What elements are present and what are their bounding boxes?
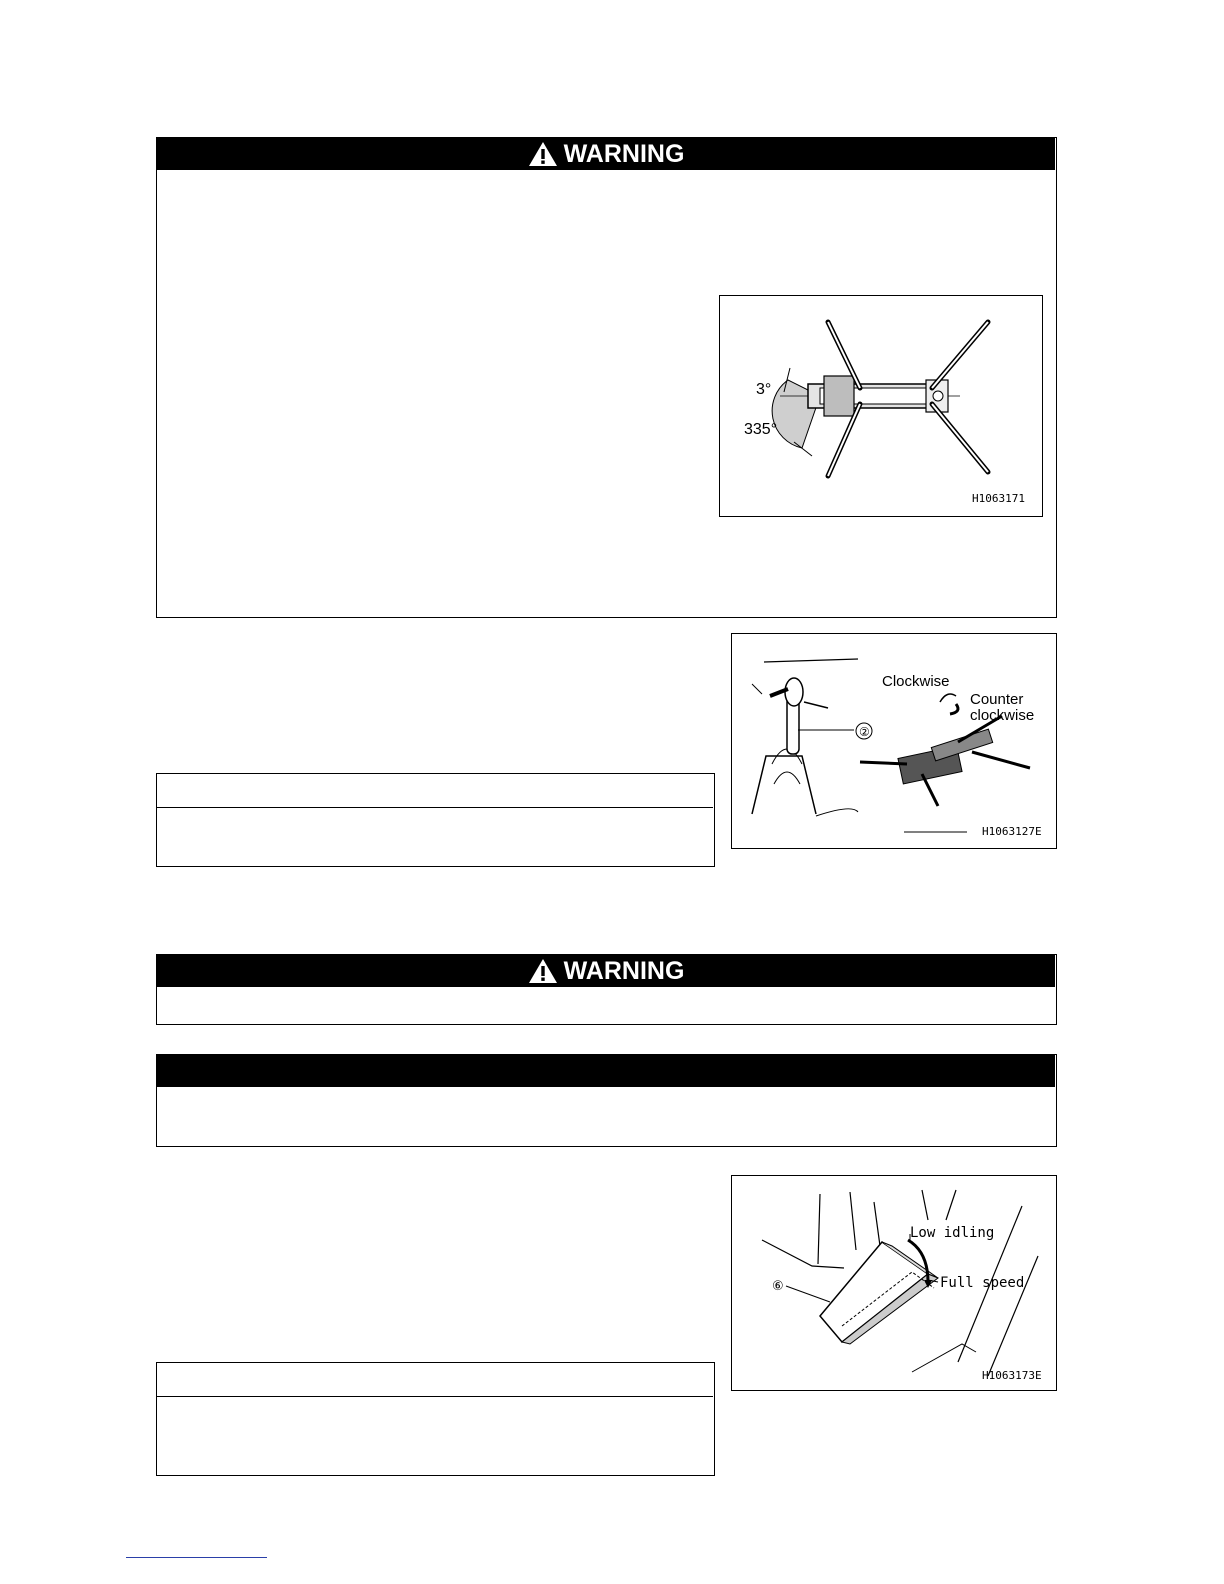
warning-heading-2: WARNING xyxy=(563,956,685,985)
figure-id-3: H1063173E xyxy=(982,1369,1042,1382)
figure-swing-lever xyxy=(731,633,1057,849)
figure-accelerator xyxy=(731,1175,1057,1391)
footer-rule xyxy=(126,1557,267,1558)
warning-heading-1: WARNING xyxy=(563,139,685,168)
swing-lever-illustration xyxy=(732,634,1055,847)
label-low-idling: Low idling xyxy=(910,1225,995,1241)
warning-header-1 xyxy=(157,138,1055,170)
note-box-1 xyxy=(156,773,715,867)
figure-swing-range xyxy=(719,295,1043,517)
figure-id-2: H1063127E xyxy=(982,825,1042,838)
crane-top-view-illustration xyxy=(720,296,1041,515)
label-counter: Counter xyxy=(970,691,1024,708)
angle-label-large: 335° xyxy=(744,421,778,438)
figure-id-1: H1063171 xyxy=(972,492,1025,505)
label-clockwise-2: clockwise xyxy=(970,707,1035,724)
warning-header-2 xyxy=(157,955,1055,987)
label-clockwise: Clockwise xyxy=(882,673,950,690)
caution-header xyxy=(157,1055,1055,1087)
caution-box xyxy=(156,1054,1057,1147)
callout-2: ② xyxy=(859,725,870,739)
angle-label-small: 3° xyxy=(756,381,772,398)
warning-box-2 xyxy=(156,954,1057,1025)
warning-box-1 xyxy=(156,137,1057,618)
warning-triangle-icon xyxy=(528,958,558,984)
warning-triangle-icon xyxy=(528,141,558,167)
accelerator-pedal-illustration xyxy=(732,1176,1055,1389)
note-box-1-divider xyxy=(157,807,713,808)
label-full-speed: Full speed xyxy=(940,1275,1025,1291)
callout-6: ⑥ xyxy=(772,1279,784,1294)
note-box-2-divider xyxy=(157,1396,713,1397)
note-box-2 xyxy=(156,1362,715,1476)
